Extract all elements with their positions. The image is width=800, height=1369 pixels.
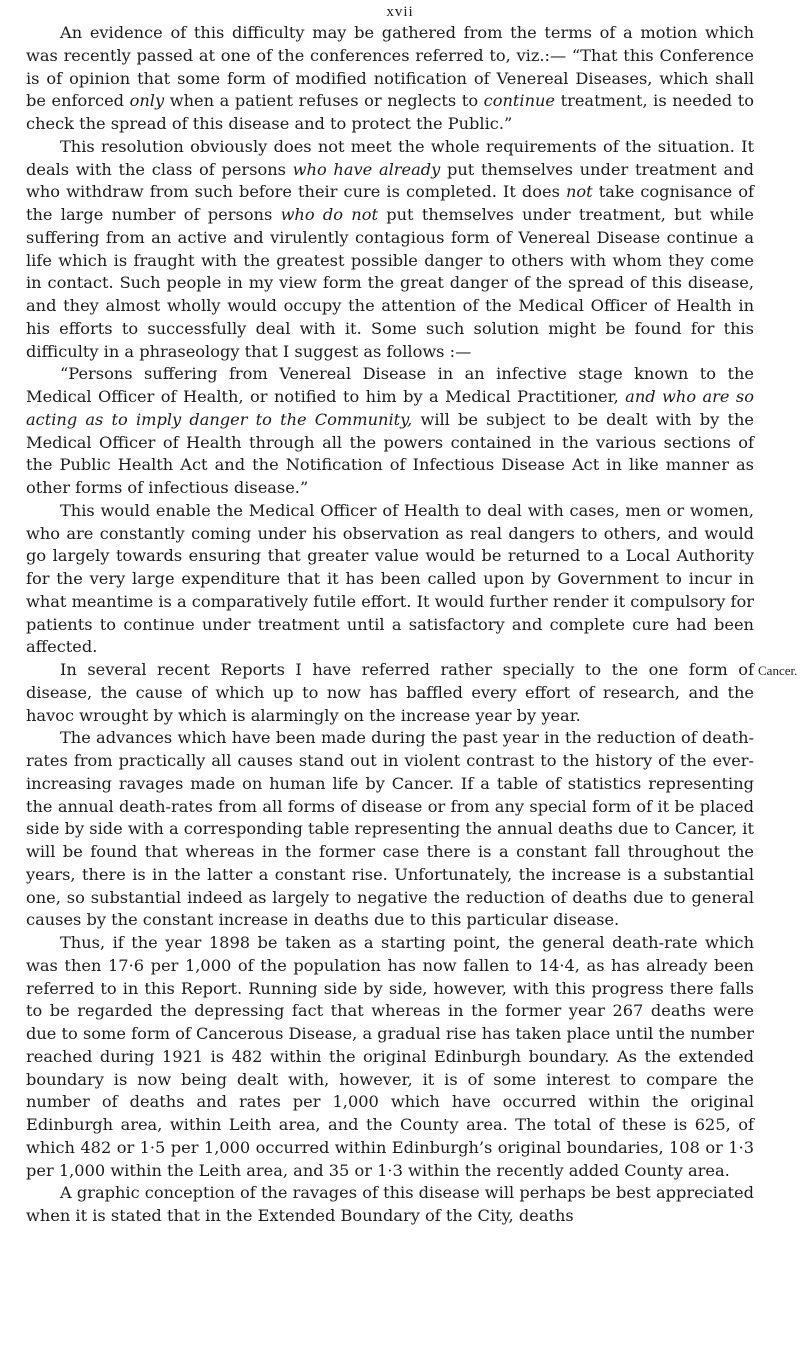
paragraph-advances (26, 727, 754, 932)
italic-text: and who are so acting as to imply danger to the Community, (26, 387, 754, 429)
paragraph-graphic-conception (26, 1182, 754, 1228)
text-run: put themselves under treatment, but while suffering from an active and virulently contagious form of Venereal Disease continue a life which is fraught with the greatest possible danger to others with whom they come in contact. Such people in my view form the great danger of the spread of this disease, and they almost wholly would occupy the attention of the Medical Officer of Health in his efforts to successfully deal with it. Some such solution might be found for this difficulty in a phraseology that I suggest as follows :— (26, 205, 754, 361)
italic-text: only (129, 91, 165, 111)
paragraph-motion (26, 22, 754, 136)
body-text (26, 22, 754, 1228)
italic-text: who do not (280, 205, 378, 224)
text-run: will be subject to be dealt with by the Medical Officer of Health through all the powers contained in the various sections of the Public Health Act and the Notification of Infectious Disease Act in like manner as other forms of infectious disease.” (26, 409, 754, 497)
text-run: “Persons suffering from Venereal Disease in an infective stage known to the Medical Officer of Health, or notified to him by a Medical Practitioner, (26, 364, 754, 406)
italic-text: who have already (292, 159, 441, 179)
text-run: In several recent Reports I have referred rather specially to the one form of disease, the cause of which up to now has baffled every effort of research, and the havoc wrought by which is alarmingly on the increase year by year. (26, 660, 754, 725)
text-run: A graphic conception of the ravages of this disease will perhaps be best appreciated when it is stated that in the Extended Boundary of the City, deaths (26, 1183, 754, 1225)
paragraph-resolution (26, 136, 754, 364)
text-run: This resolution obviously does not meet the whole requirements of the situation. It deals with the class of persons (26, 136, 754, 179)
text-run: treatment, is needed to check the spread of this disease and to protect the Public.” (26, 91, 754, 133)
italic-text: continue (483, 91, 556, 111)
italic-text: not (565, 182, 593, 202)
paragraph-statistics (26, 932, 754, 1182)
text-run: take cognisance of the large number of persons (26, 182, 754, 224)
paragraph-cancer-intro (26, 659, 754, 727)
text-run: Thus, if the year 1898 be taken as a starting point, the general death-rate which was then 17·6 per 1,000 of the population has now fallen to 14·4, as has already been referred to in this Report. Running side by side, however, with this progress there falls to be regarded the depressing fact that whereas in the former year 267 deaths were due to some form of Cancerous Disease, a gradual rise has taken place until the number reached during 1921 is 482 within the original Edinburgh boundary. As the extended boundary is now being dealt with, however, it is of some interest to compare the number of deaths and rates per 1,000 which have occurred within the original Edinburgh area, within Leith area, and the County area. The total of these is 625, of which 482 or 1·5 per 1,000 occurred within Edinburgh’s original boundaries, 108 or 1·3 per 1,000 within the Leith area, and 35 or 1·3 within the recently added County area. (26, 933, 754, 1180)
page-number: xvii (386, 4, 414, 20)
paragraph-enable (26, 500, 754, 659)
text-run: when a patient refuses or neglects to (164, 91, 484, 111)
paragraph-suggested-wording (26, 363, 754, 500)
text-run: The advances which have been made during the past year in the reduction of death-rates from practically all causes stand out in violent contrast to the history of the ever-increasing ravages made on human life by Cancer. If a table of statistics representing the annual death-rates from all forms of disease or from any special form of it be placed side by side with a corresponding table representing the annual deaths due to Cancer, it will be found that whereas in the former case there is a constant fall throughout the years, there is in the latter a constant rise. Unfortunately, the increase is a substantial one, so substantial indeed as largely to negative the reduction of deaths due to general causes by the constant increase in deaths due to this particular disease. (26, 728, 754, 930)
text-run: put themselves under treatment and who withdraw from such before their cure is completed. It does (26, 159, 754, 202)
margin-note-cancer: Cancer. (758, 663, 798, 678)
text-run: An evidence of this difficulty may be gathered from the terms of a motion which was recently passed at one of the conferences referred to, viz.:— “That this Conference is of opinion that some form of modified notification of Venereal Diseases, which shall be enforced (26, 23, 754, 111)
text-run: This would enable the Medical Officer of Health to deal with cases, men or women, who are constantly coming under his observation as real dangers to others, and would go largely towards ensuring that greater value would be returned to a Local Authority for the very large expenditure that it has been called upon by Government to incur in what meantime is a comparatively futile effort. It would further render it compulsory for patients to continue under treatment until a satisfactory and complete cure had been affected. (26, 500, 754, 657)
